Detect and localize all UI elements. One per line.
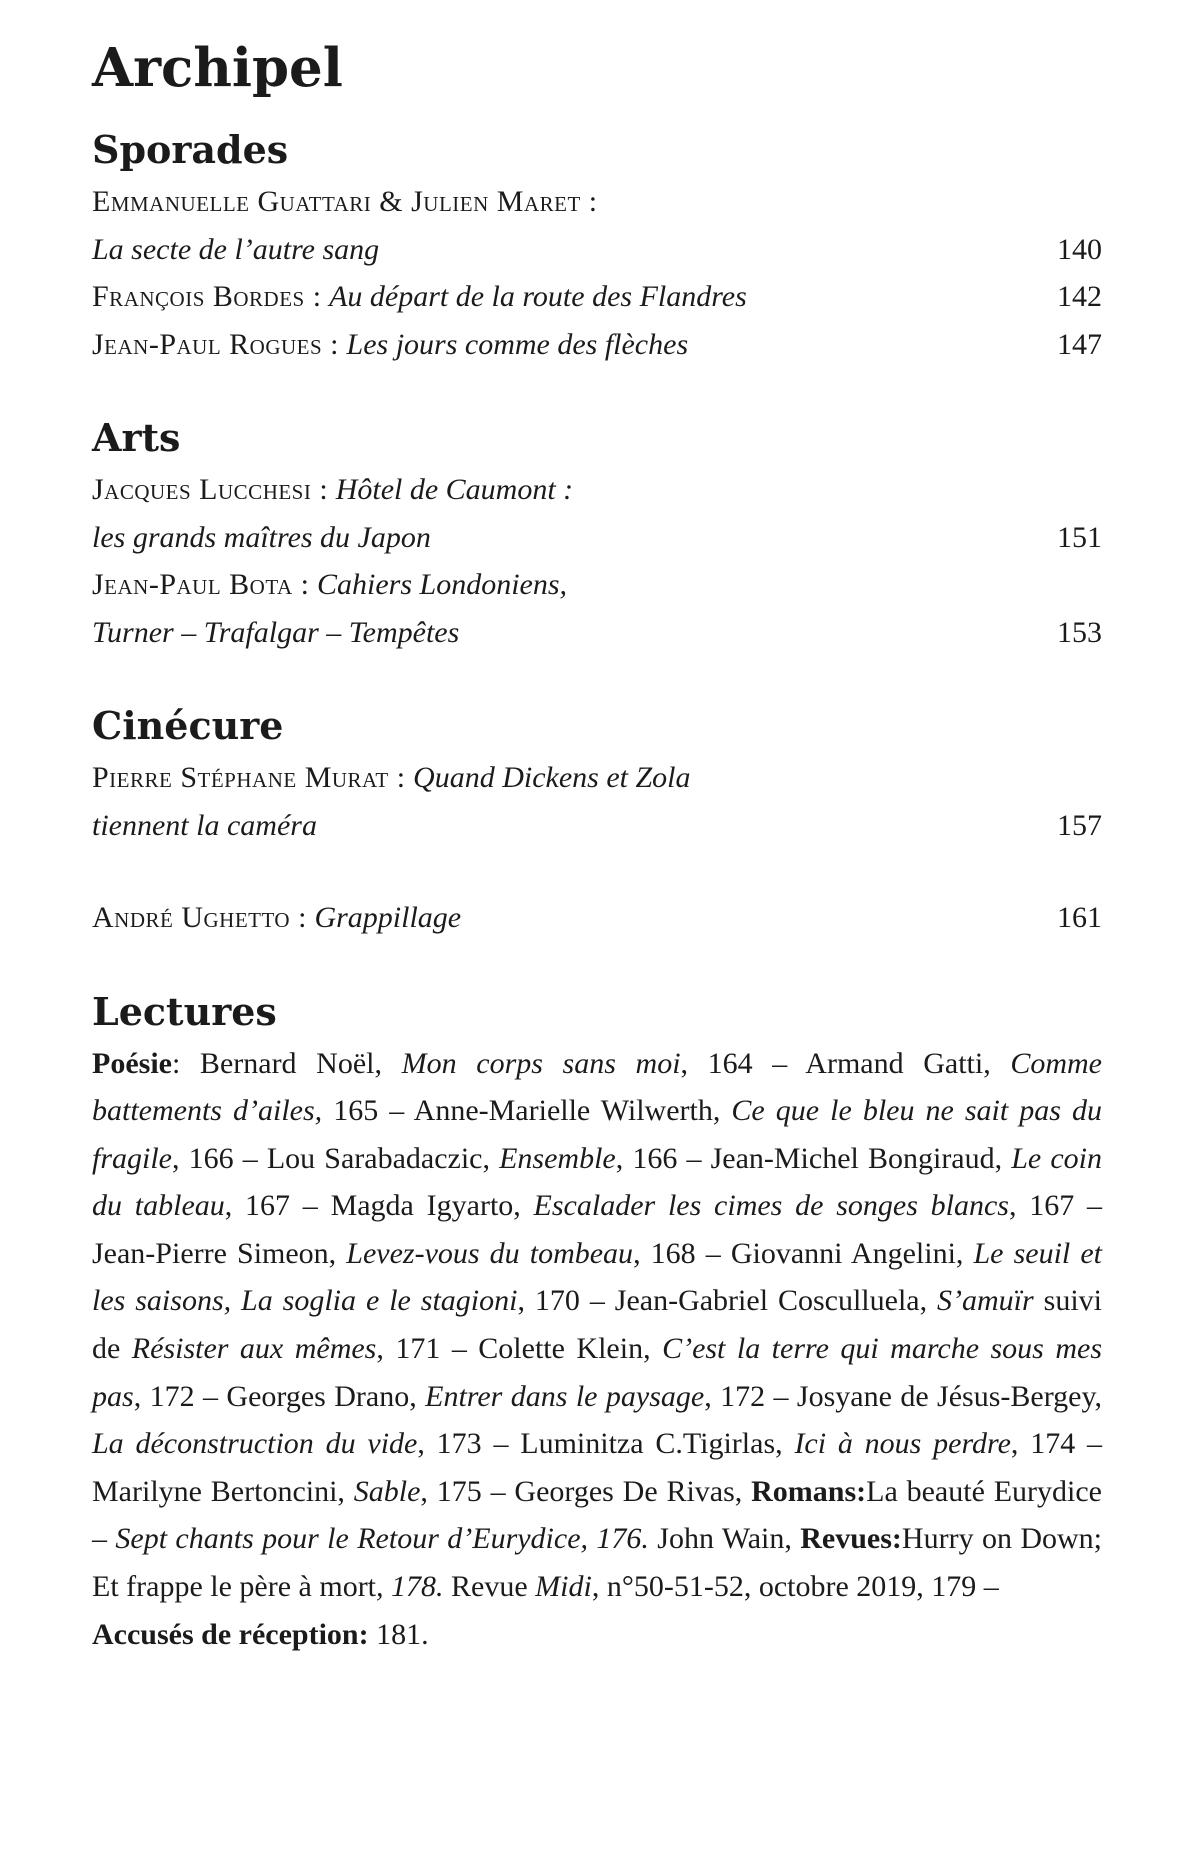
entry-title: La secte de l’autre sang (92, 232, 380, 266)
lectures-title: Escalader les cimes de songes blancs (533, 1189, 1009, 1223)
toc-entry (92, 178, 1102, 273)
entry-author: Emmanuelle Guattari & Julien Maret : (92, 185, 598, 218)
table-of-contents (92, 38, 1102, 1658)
lectures-title: – Sept chants pour le Retour d’Eurydice, 176. (92, 1522, 658, 1556)
entry-title: Au départ de la route des Flandres (329, 280, 747, 313)
entry-author: André Ughetto : (92, 901, 307, 934)
entry-title-continued: tiennent la caméra (92, 808, 317, 842)
lectures-title: Levez-vous du tombeau (346, 1236, 634, 1270)
toc-entry (92, 466, 1102, 561)
lectures-text: , 173 – Luminitza C.Tigirlas, (417, 1427, 795, 1461)
lectures-title: Comme battements d’ailes, (92, 1046, 1102, 1128)
lectures-paragraph (92, 1040, 1102, 1611)
lectures-title: Ici à nous perdre (794, 1427, 1011, 1461)
romans-label: Romans: (751, 1474, 867, 1508)
poesie-label: Poésie (92, 1046, 172, 1080)
toc-entry (92, 321, 1102, 369)
entry-page-number: 153 (1057, 615, 1102, 649)
lectures-text: , 167 – Jean-Pierre Simeon, (92, 1189, 1103, 1270)
page-title: Archipel (92, 37, 343, 99)
lectures-text: , 170 – Jean-Gabriel Cosculluela, (517, 1284, 938, 1318)
entry-title: Cahiers Londoniens, (317, 568, 568, 601)
lectures-text: , 166 – Jean-Michel Bongiraud, (615, 1141, 1012, 1175)
accuses-line (92, 1611, 1102, 1659)
toc-entry (92, 894, 1102, 942)
toc-entry (92, 754, 1102, 849)
lectures-title: Mon corps sans moi (401, 1046, 681, 1080)
toc-entry (92, 561, 1102, 656)
section-heading-sporades: Sporades (92, 127, 289, 172)
lectures-text: John Wain, (657, 1522, 801, 1556)
entry-page-number: 147 (1057, 327, 1102, 361)
entry-page-number: 157 (1057, 808, 1102, 842)
accuses-page-number: 181. (376, 1617, 429, 1651)
entry-title-continued: Turner – Trafalgar – Tempêtes (92, 615, 460, 649)
lectures-text: , 168 – Giovanni Angelini, (633, 1236, 974, 1270)
lectures-text: , 166 – Lou Sarabadaczic, (172, 1141, 500, 1175)
entry-title: Grappillage (314, 901, 462, 934)
lectures-title: Le seuil et les saisons, La soglia e le stagioni (92, 1236, 1102, 1318)
lectures-title: Sable (353, 1474, 421, 1508)
entry-title: Hôtel de Caumont : (335, 473, 574, 506)
lectures-text: La beauté Eurydice (866, 1474, 1102, 1508)
lectures-text: , 172 – Georges Drano, (133, 1379, 426, 1413)
toc-entry (92, 273, 1102, 321)
entry-title-continued: les grands maîtres du Japon (92, 520, 431, 554)
entry-page-number: 151 (1057, 520, 1102, 554)
lectures-title: , 178. (376, 1570, 452, 1604)
entry-title: Les jours comme des flèches (346, 327, 689, 361)
lectures-title: Entrer dans le paysage (425, 1379, 705, 1413)
revues-label: Revues: (800, 1522, 902, 1556)
lectures-text: , 172 – Josyane de Jésus-Bergey, (704, 1379, 1103, 1413)
lectures-title: S’amuïr (937, 1284, 1034, 1318)
lectures-title: La déconstruction du vide (92, 1427, 418, 1461)
lectures-title: Résister aux mêmes (131, 1332, 377, 1366)
section-heading-lectures: Lectures (92, 988, 277, 1034)
lectures-text: , n°50-51-52, octobre 2019, 179 – (591, 1570, 999, 1604)
section-heading-cinecure: Cinécure (92, 703, 284, 748)
accuses-label: Accusés de réception: (92, 1617, 369, 1651)
lectures-title: Midi (535, 1570, 592, 1604)
entry-page-number: 161 (1057, 901, 1102, 934)
entry-author: François Bordes : (92, 280, 322, 313)
lectures-title: Ce que le bleu ne sait pas du fragile (92, 1094, 1102, 1175)
lectures-title: Ensemble (499, 1141, 616, 1175)
lectures-text: , 171 – Colette Klein, (376, 1332, 663, 1366)
lectures-title: C’est la terre qui marche sous mes pas (92, 1332, 1102, 1413)
entry-page-number: 142 (1057, 280, 1102, 313)
entry-title: Quand Dickens et Zola (413, 761, 691, 794)
entry-author: Jean-Paul Bota : (92, 568, 310, 601)
lectures-text: , 164 – Armand Gatti, (680, 1046, 1011, 1080)
section-heading-arts: Arts (92, 415, 181, 460)
entry-page-number: 140 (1057, 232, 1102, 266)
lectures-text: Revue (451, 1570, 536, 1604)
lectures-title: Le coin du tableau (92, 1141, 1102, 1223)
lectures-text: , 174 – Marilyne Bertoncini, (92, 1427, 1103, 1508)
lectures-text: : Bernard Noël, (171, 1046, 402, 1080)
lectures-text: 165 – Anne-Marielle Wilwerth, (322, 1094, 732, 1128)
lectures-text: , 175 – Georges De Rivas, (420, 1474, 752, 1508)
lectures-text: suivi de (92, 1284, 1102, 1366)
entry-author: Jacques Lucchesi : (92, 473, 329, 506)
entry-author: Pierre Stéphane Murat : (92, 761, 406, 794)
lectures-text: Hurry on Down; Et frappe le père à mort (92, 1522, 1102, 1604)
lectures-text: , 167 – Magda Igyarto, (224, 1189, 534, 1223)
entry-author: Jean-Paul Rogues : (92, 327, 340, 361)
